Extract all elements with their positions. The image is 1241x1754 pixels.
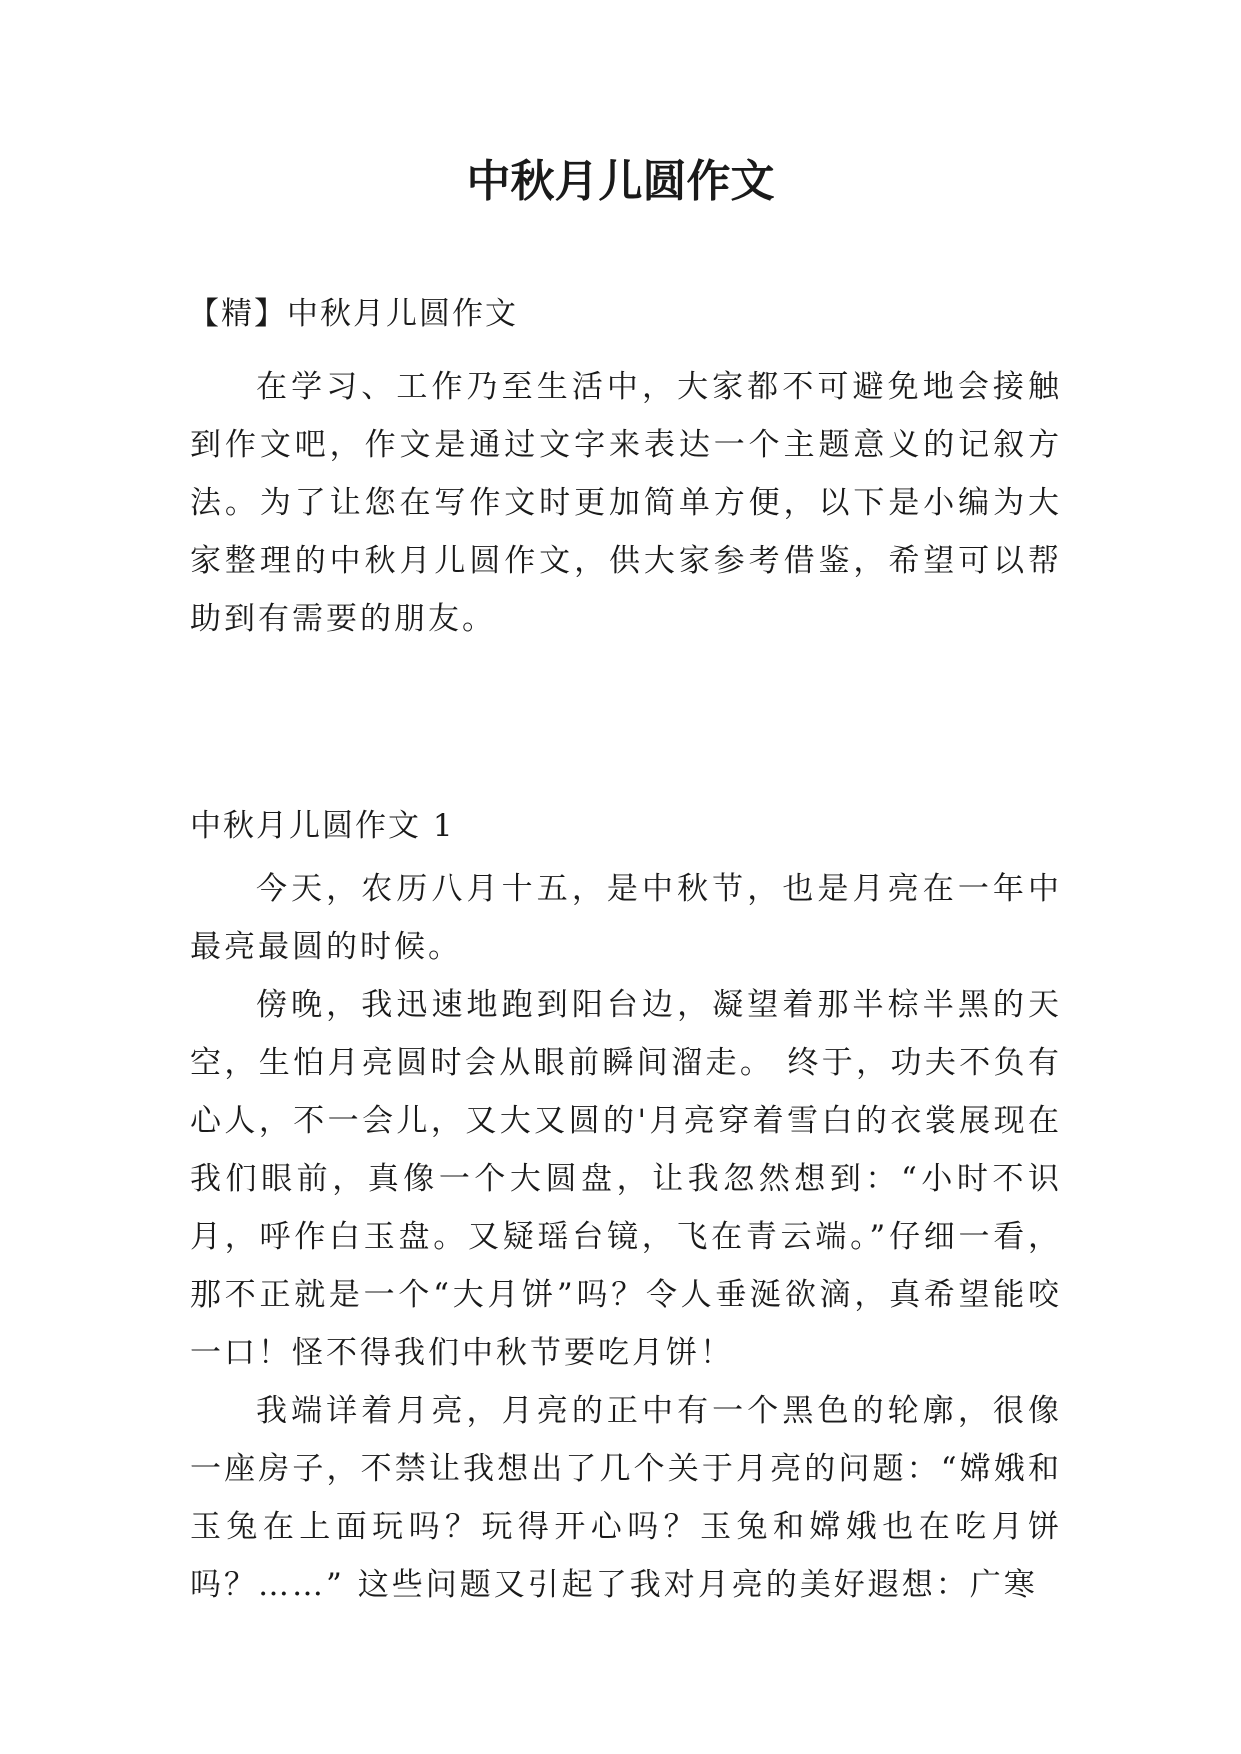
section-heading: 中秋月儿圆作文 1: [190, 808, 455, 844]
document-subtitle: 【精】中秋月儿圆作文: [188, 296, 518, 332]
intro-paragraph: 在学习、工作乃至生活中，大家都不可避免地会接触到作文吧，作文是通过文字来表达一个主题意义的记叙方法。为了让您在写作文时更加简单方便，以下是小编为大家整理的中秋月儿圆作文，供大家参考借鉴，希望可以帮助到有需要的朋友。: [190, 369, 1062, 637]
body-paragraph-1: 今天，农历八月十五，是中秋节，也是月亮在一年中最亮最圆的时候。: [190, 871, 1062, 965]
body-paragraph-3: 我端详着月亮，月亮的正中有一个黑色的轮廓，很像一座房子，不禁让我想出了几个关于月亮的问题：“嫦娥和玉兔在上面玩吗？玩得开心吗？玉兔和嫦娥也在吃月饼吗？……” 这些问题又引起了我对月亮的美好遐想：广寒: [190, 1393, 1062, 1603]
document-title: 中秋月儿圆作文: [466, 156, 775, 207]
body-paragraph-2: 傍晚，我迅速地跑到阳台边，凝望着那半棕半黑的天空，生怕月亮圆时会从眼前瞬间溜走。 终于，功夫不负有心人，不一会儿，又大又圆的'月亮穿着雪白的衣裳展现在我们眼前，真像一个大圆盘，让我忽然想到：“小时不识月，呼作白玉盘。又疑瑶台镜，飞在青云端。”仔细一看，那不正就是一个“大月饼”吗？令人垂涎欲滴，真希望能咬一口！怪不得我们中秋节要吃月饼！: [190, 987, 1062, 1371]
